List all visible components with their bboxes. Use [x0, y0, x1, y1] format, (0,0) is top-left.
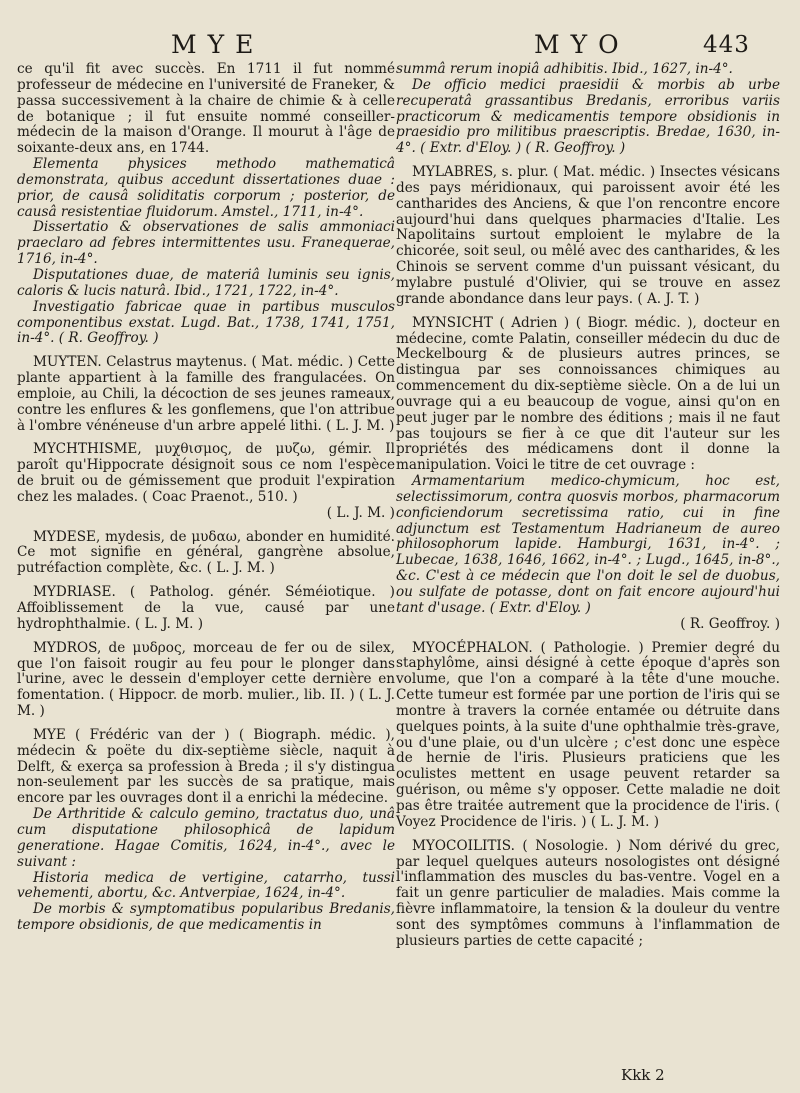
bibliography-item: De morbis & symptomatibus popularibus Bredanis, tempore obsidionis, de que medicamentis in — [17, 901, 395, 934]
bibliography-item: De officio medici praesidii & morbis ab urbe recuperatâ grassantibus Bredanis, erroribus variis practicorum & medicamentis tempore obsidionis in praesidio pro militibus praescriptis. Bredae, 1630, in-4°. ( Extr. d'Eloy. ) ( R. Geoffroy. ) — [396, 76, 780, 157]
entry-mydese: MYDESE, mydesis, de μυδαω, abonder en humidité. Ce mot signifie en général, gangrène absolue, putréfaction complète, &c. ( L. J. M. ) — [17, 528, 395, 577]
entry-attribution: ( L. J. M. ) — [326, 504, 395, 521]
entry-mye: MYE ( Frédéric van der ) ( Biograph. médic. ), médecin & poëte du dix-septième siècle, naquit à Delft, & exerça sa profession à Breda ; il s'y distingua non-seulement par les succès de sa pratique, mais encore par les ouvrages dont il a enrichi la médecine. — [17, 726, 395, 807]
entry-attribution: ( R. Geoffroy. ) — [680, 615, 780, 632]
running-head-right: MYO — [534, 30, 630, 59]
running-head-left: MYE — [171, 30, 265, 59]
entry-muyten: MUYTEN. Celastrus maytenus. ( Mat. médic. ) Cette plante appartient à la famille des frangulacées. On emploie, au Chili, la décoction de ses jeunes rameaux, contre les enflures & les gonflemens, que l'on attribue à l'ombre vénéneuse d'un arbre appelé lithi. ( L. J. M. ) — [17, 354, 395, 434]
entry-myocoilitis: MYOCOILITIS. ( Nosologie. ) Nom dérivé du grec, par lequel quelques auteurs nosologistes ont désigné l'inflammation des muscles du bas-ventre. Vogel en a fait un genre particulier de maladies. Mais comme la fièvre inflammatoire, la tension & la douleur du ventre sont des symptômes communs à l'inflammation de plusieurs parties de cette capacité ; — [396, 837, 780, 949]
entry-mychthisme: MYCHTHISME, μυχθισμος, de μυζω, gémir. Il paroît qu'Hippocrate désignoit sous ce nom l'espèce de bruit ou de gémissement que produit l'expiration chez les malades. ( Coac Praenot., 510. ) — [17, 441, 395, 505]
page-number: 443 — [703, 32, 750, 58]
left-column — [17, 62, 395, 934]
bibliography-item: Investigatio fabricae quae in partibus musculos componentibus exstat. Lugd. Bat., 1738, 1741, 1751, in-4°. ( R. Geoffroy. ) — [17, 298, 395, 347]
bibliography-item: Elementa physices methodo mathematicâ demonstrata, quibus accedunt dissertationes duae : prior, de causâ soliditatis corporum ; posterior, de causâ resistentiae fluidorum. Amstel., 1711, in-4°. — [17, 156, 395, 220]
entry-mynsicht: MYNSICHT ( Adrien ) ( Biogr. médic. ), docteur en médecine, comte Palatin, conseiller médecin du duc de Meckelbourg & de plusieurs autres princes, se distingua par ses connoissances chimiques au commencement du dix-septième siècle. On a de lui un ouvrage qui a eu beaucoup de vogue, ainsi qu'on en peut juger par le nombre des éditions ; mais il ne faut pas toujours se fier à ce que dit l'auteur sur les propriétés des médicamens dont il donne la manipulation. Voici le titre de cet ouvrage : — [396, 314, 780, 474]
right-column — [396, 62, 780, 950]
bibliography-item: Armamentarium medico-chymicum, hoc est, selectissimorum, contra quosvis morbos, pharmacorum conficiendorum secretissima ratio, cui in fine adjunctum est Testamentum Hadrianeum de aureo philosophorum lapide. Hamburgi, 1631, in-4°. ; Lubecae, 1638, 1646, 1662, in-4°. ; Lugd., 1645, in-8°., &c. C'est à ce médecin que l'on doit le sel de duobus, ou sulfate de potasse, dont on fait encore aujourd'hui tant d'usage. ( Extr. d'Eloy. ) — [396, 473, 780, 616]
signature-mark: Kkk 2 — [621, 1066, 665, 1084]
entry-continuation: ce qu'il fit avec succès. En 1711 il fut nommé professeur de médecine en l'université de Franeker, & passa successivement à la chaire de chimie & à celle de botanique ; il fut ensuite nommé conseiller-médecin de la maison d'Orange. Il mourut à l'âge de soixante-deux ans, en 1744. — [17, 61, 395, 157]
bibliography-item: Historia medica de vertigine, catarrho, tussi vehementi, abortu, &c. Antverpiae, 1624, in-4°. — [17, 869, 395, 902]
entry-myocephalon: MYOCÉPHALON. ( Pathologie. ) Premier degré du staphylôme, ainsi désigné à cette époque d'après son volume, que l'on a comparé à la tête d'une mouche. Cette tumeur est formée par une portion de l'iris qui se montre à travers la cornée entamée ou détruite dans quelques points, à la suite d'une ophthalmie très-grave, ou d'une plaie, ou d'un ulcère ; c'est donc une espèce de hernie de l'iris. Plusieurs praticiens que les oculistes mettent en usage peuvent retarder sa guérison, ou même s'y opposer. Cette maladie ne doit pas être traitée autrement que la procidence de l'iris. ( Voyez Procidence de l'iris. ) ( L. J. M. ) — [396, 639, 780, 830]
bibliography-item: Disputationes duae, de materiâ luminis seu ignis, caloris & lucis naturâ. Ibid., 1721, 1722, in-4°. — [17, 266, 395, 299]
entry-mylabres: MYLABRES, s. plur. ( Mat. médic. ) Insectes vésicans des pays méridionaux, qui paroissent avoir été les cantharides des Anciens, & que l'on rencontre encore aujourd'hui dans quelques pharmacies d'Italie. Les Napolitains surtout emploient le mylabre de la chicorée, soit seul, ou mêlé avec des cantharides, & les Chinois se servent comme d'un puissant vésicant, du mylabre pustulé d'Olivier, qui se trouve en assez grande abondance dans leur pays. ( A. J. T. ) — [396, 164, 780, 307]
entry-mydros: MYDROS, de μυδρος, morceau de fer ou de silex, que l'on faisoit rougir au feu pour le plonger dans l'urine, avec le dessein d'employer cette dernière en fomentation. ( Hippocr. de morb. mulier., lib. II. ) ( L. J. M. ) — [17, 639, 395, 720]
entry-mydriase: MYDRIASE. ( Patholog. génér. Séméiotique. ) Affoiblissement de la vue, causé par une hydrophthalmie. ( L. J. M. ) — [17, 584, 395, 632]
bibliography-item: Dissertatio & observationes de salis ammoniaci praeclaro ad febres intermittentes usu. Franequerae, 1716, in-4°. — [17, 219, 395, 268]
bibliography-item: De Arthritide & calculo gemino, tractatus duo, unâ cum disputatione philosophicâ de lapidum generatione. Hagae Comitis, 1624, in-4°., avec le suivant : — [17, 806, 395, 870]
entry-continuation: summâ rerum inopiâ adhibitis. Ibid., 1627, in-4°. — [396, 61, 733, 77]
